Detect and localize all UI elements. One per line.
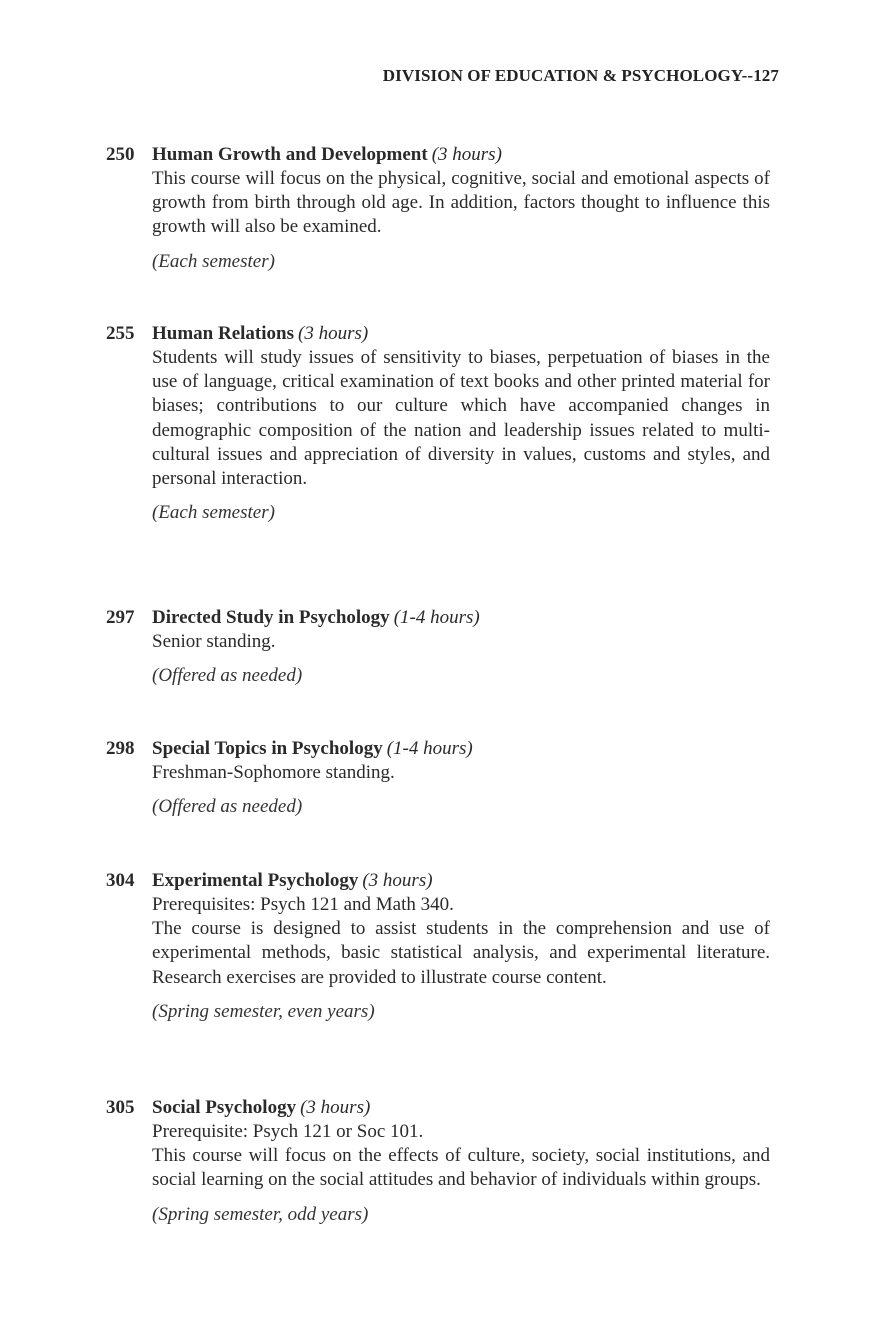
course-hours: (3 hours)	[298, 323, 369, 344]
course-title: Directed Study in Psychology	[152, 607, 390, 628]
course-heading	[106, 606, 770, 630]
description-text: Freshman-Sophomore standing.	[152, 762, 395, 783]
course-298	[106, 737, 770, 819]
course-255	[106, 322, 770, 525]
course-304	[106, 869, 770, 1024]
course-number: 298	[106, 738, 135, 759]
course-number: 304	[106, 870, 135, 891]
course-description	[152, 1120, 770, 1193]
description-text: This course will focus on the physical, cognitive, social and emotional aspects of growth from birth through old age. In addition, factors thought to influence this growth will also be examined.	[152, 168, 770, 238]
course-heading	[106, 1096, 770, 1120]
course-offering: (Each semester)	[152, 250, 275, 272]
course-description	[152, 630, 770, 654]
course-hours: (3 hours)	[362, 870, 433, 891]
course-heading	[106, 322, 770, 346]
course-hours: (1-4 hours)	[386, 738, 473, 759]
course-number: 297	[106, 607, 135, 628]
course-heading	[106, 143, 770, 167]
course-number: 250	[106, 144, 135, 165]
course-description	[152, 893, 770, 990]
running-head: DIVISION OF EDUCATION & PSYCHOLOGY--127	[382, 66, 779, 85]
course-title: Human Relations	[152, 323, 294, 344]
course-title: Experimental Psychology	[152, 870, 359, 891]
course-description	[152, 761, 770, 785]
course-305	[106, 1096, 770, 1227]
course-offering: (Offered as needed)	[152, 796, 303, 818]
description-text: Senior standing.	[152, 631, 276, 652]
course-hours: (1-4 hours)	[393, 607, 480, 628]
prerequisite-text: Prerequisite: Psych 121 or Soc 101.	[152, 1121, 424, 1142]
course-heading	[106, 869, 770, 893]
description-text: The course is designed to assist students in the comprehension and use of experimental methods, basic statistical analysis, and experimental literature. Research exercises are provided to illustrate course content.	[152, 918, 770, 988]
course-hours: (3 hours)	[300, 1097, 371, 1118]
course-hours: (3 hours)	[431, 144, 502, 165]
course-title: Special Topics in Psychology	[152, 738, 383, 759]
course-250	[106, 143, 770, 274]
course-offering: (Offered as needed)	[152, 665, 303, 687]
course-title: Human Growth and Development	[152, 144, 428, 165]
course-297	[106, 606, 770, 688]
prerequisite-text: Prerequisites: Psych 121 and Math 340.	[152, 894, 454, 915]
course-title: Social Psychology	[152, 1097, 297, 1118]
course-number: 255	[106, 323, 135, 344]
description-text: This course will focus on the effects of culture, society, social institutions, and social learning on the social attitudes and behavior of individuals within groups.	[152, 1145, 770, 1191]
course-description	[152, 346, 770, 491]
course-description	[152, 167, 770, 240]
course-offering: (Spring semester, odd years)	[152, 1203, 369, 1225]
course-offering: (Each semester)	[152, 502, 275, 524]
description-text: Students will study issues of sensitivity to biases, perpetuation of biases in the use of language, critical examination of text books and other printed material for biases; contributions to our culture which have accompanied changes in demographic composition of the nation and leadership issues related to multi-cultural issues and appreciation of diversity in values, customs and styles, and personal interaction.	[152, 347, 770, 490]
course-offering: (Spring semester, even years)	[152, 1000, 375, 1022]
course-heading	[106, 737, 770, 761]
course-number: 305	[106, 1097, 135, 1118]
